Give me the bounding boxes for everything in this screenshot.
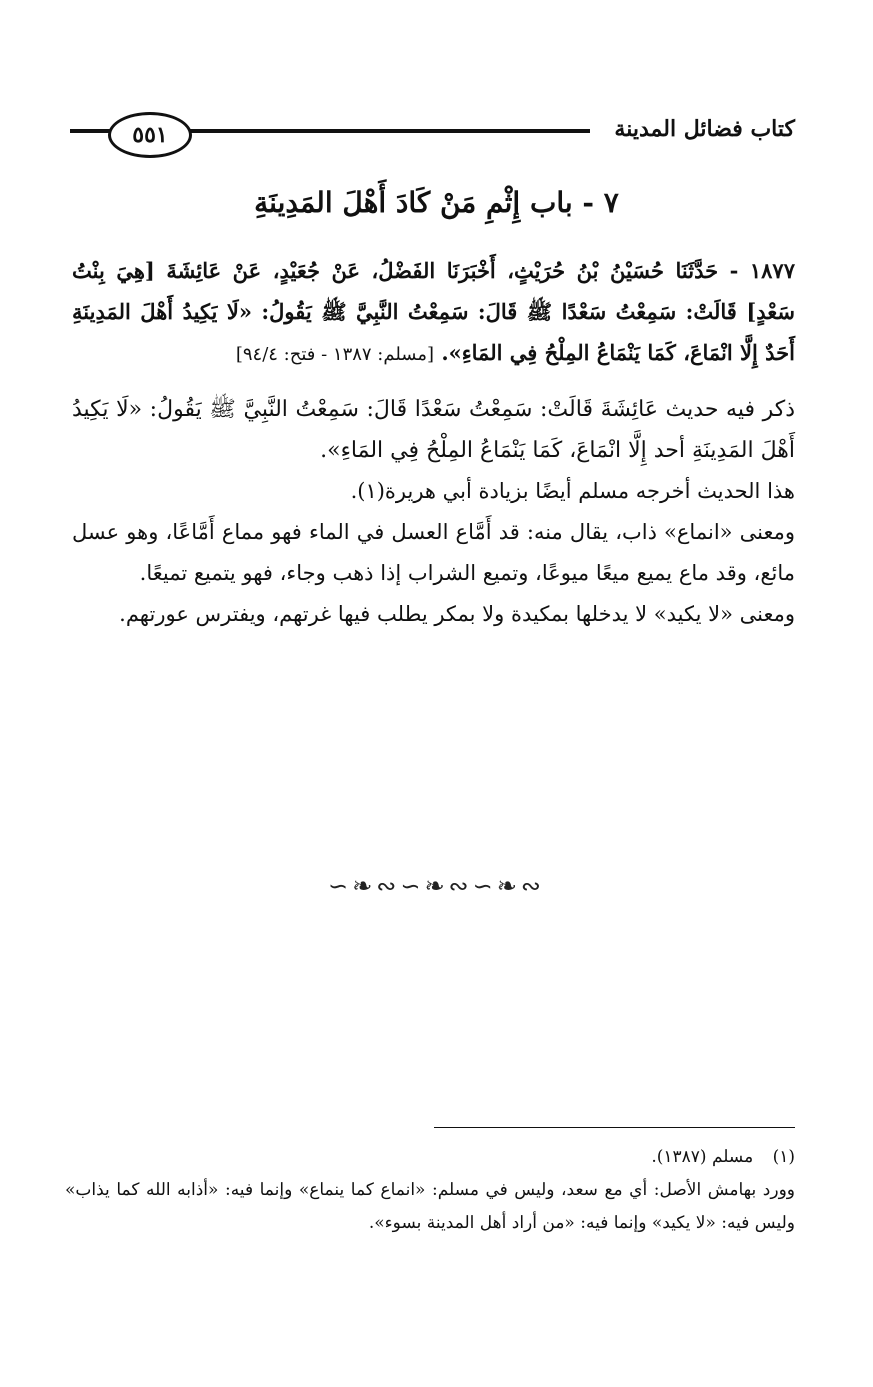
footnote-text: مسلم (١٣٨٧). xyxy=(651,1147,754,1167)
footnotes xyxy=(65,1141,795,1240)
section-ornament: ∽❧∾∽❧∾∽❧∾ xyxy=(328,872,545,900)
commentary-paragraph: ذكر فيه حديث عَائِشَةَ قَالَتْ: سَمِعْتُ سَعْدًا قَالَ: سَمِعْتُ النَّبِيَّ ﷺ يَقُولُ: «لَا يَكِيدُ أَهْلَ المَدِينَةِ أحد إِلَّا انْمَاعَ، كَمَا يَنْمَاعُ المِلْحُ فِي المَاءِ». xyxy=(72,397,795,463)
chapter-title: ٧ - باب إِثْمِ مَنْ كَادَ أَهْلَ المَدِينَةِ xyxy=(254,186,619,219)
header-rule xyxy=(190,129,590,133)
commentary-paragraph: هذا الحديث أخرجه مسلم أيضًا بزيادة أبي هريرة(١). xyxy=(350,479,795,503)
page-number: ٥٥١ xyxy=(108,112,192,158)
commentary-paragraph: ومعنى «انماع» ذاب، يقال منه: قد أَمَّاع العسل في الماء فهو مماع أَمَّاعًا، وهو عسل مائع، وقد ماع يميع ميعًا ميوعًا، وتميع الشراب إذا ذهب وجاء، فهو يتميع تميعًا. xyxy=(72,520,795,585)
body-text xyxy=(72,250,795,635)
hadith-reference: [مسلم: ١٣٨٧ - فتح: ٩٤/٤] xyxy=(235,344,435,365)
book-title: كتاب فضائل المدينة xyxy=(614,116,795,142)
footnote-rule xyxy=(434,1127,795,1128)
footnote-number: (١) xyxy=(772,1147,795,1167)
page-header xyxy=(70,112,795,158)
header-rule-end xyxy=(70,129,110,133)
hadith-paragraph xyxy=(72,250,795,375)
hadith-text: ١٨٧٧ - حَدَّثَنَا حُسَيْنُ بْنُ حُرَيْثٍ، أَخْبَرَنَا الفَضْلُ، عَنْ جُعَيْدٍ، عَنْ عَائِشَةَ [هِيَ بِنْتُ سَعْدٍ] قَالَتْ: سَمِعْتُ سَعْدًا ﷺ قَالَ: سَمِعْتُ النَّبِيَّ ﷺ يَقُولُ: «لَا يَكِيدُ أَهْلَ المَدِينَةِ أَحَدٌ إِلَّا انْمَاعَ، كَمَا يَنْمَاعُ المِلْحُ فِي المَاءِ». xyxy=(72,258,795,365)
footnote-continuation: وورد بهامش الأصل: أي مع سعد، وليس في مسلم: «انماع كما ينماع» وإنما فيه: «أذابه الله كما يذاب» وليس فيه: «لا يكيد» وإنما فيه: «من أراد أهل المدينة بسوء». xyxy=(65,1180,795,1233)
footnote xyxy=(65,1141,795,1174)
commentary-paragraph: ومعنى «لا يكيد» لا يدخلها بمكيدة ولا بمكر يطلب فيها غرتهم، ويفترس عورتهم. xyxy=(119,602,795,626)
